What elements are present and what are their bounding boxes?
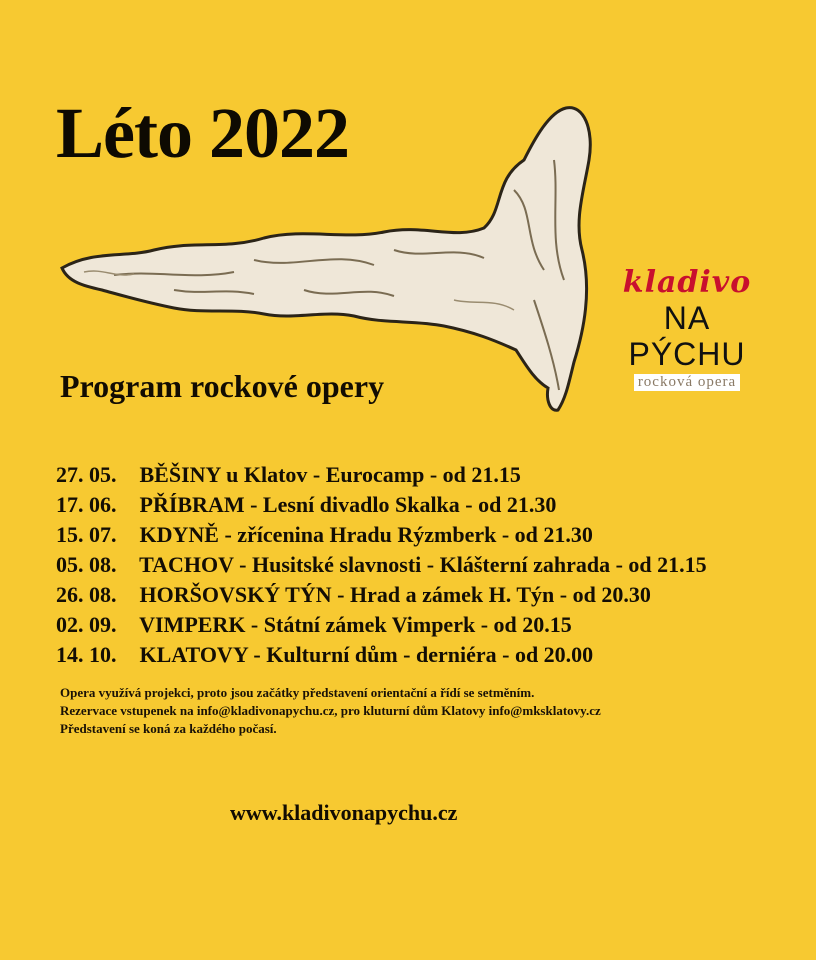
event-text: PŘÍBRAM - Lesní divadlo Skalka - od 21.30: [139, 492, 557, 517]
event-item: [56, 460, 707, 490]
event-date: 02. 09.: [56, 612, 117, 637]
event-date: 27. 05.: [56, 462, 117, 487]
event-item: [56, 580, 707, 610]
logo-na-text: NA: [663, 300, 711, 336]
logo-tagline: rocková opera: [634, 374, 740, 391]
note-line: Představení se koná za každého počasí.: [60, 721, 277, 736]
event-text: TACHOV - Husitské slavnosti - Klášterní zahrada - od 21.15: [139, 552, 707, 577]
event-date: 15. 07.: [56, 522, 117, 547]
event-text: HORŠOVSKÝ TÝN - Hrad a zámek H. Týn - od 20.30: [139, 582, 651, 607]
event-item: [56, 640, 707, 670]
event-date: 17. 06.: [56, 492, 117, 517]
event-item: [56, 610, 707, 640]
event-item: [56, 550, 707, 580]
program-subtitle: Program rockové opery: [60, 368, 385, 404]
event-item: [56, 520, 707, 550]
logo: [612, 266, 762, 391]
note-line: Opera využívá projekci, proto jsou začátky představení orientační a řídí se setměním.: [60, 685, 535, 700]
logo-pychu-text: PÝCHU: [628, 336, 746, 372]
event-list: [56, 460, 707, 670]
notes: [60, 684, 601, 738]
page-title: Léto 2022: [56, 93, 349, 173]
event-text: VIMPERK - Státní zámek Vimperk - od 20.15: [139, 612, 572, 637]
event-date: 26. 08.: [56, 582, 117, 607]
logo-brand-text: kladivo: [622, 265, 752, 300]
website-link[interactable]: www.kladivonapychu.cz: [230, 800, 458, 825]
event-date: 14. 10.: [56, 642, 117, 667]
event-item: [56, 490, 707, 520]
event-text: KLATOVY - Kulturní dům - derniéra - od 20.00: [139, 642, 594, 667]
event-text: BĚŠINY u Klatov - Eurocamp - od 21.15: [139, 462, 521, 487]
note-line: Rezervace vstupenek na info@kladivonapychu.cz, pro kluturní dům Klatovy info@mksklatovy.cz: [60, 703, 601, 718]
event-text: KDYNĚ - zřícenina Hradu Rýzmberk - od 21.30: [139, 522, 593, 547]
event-date: 05. 08.: [56, 552, 117, 577]
